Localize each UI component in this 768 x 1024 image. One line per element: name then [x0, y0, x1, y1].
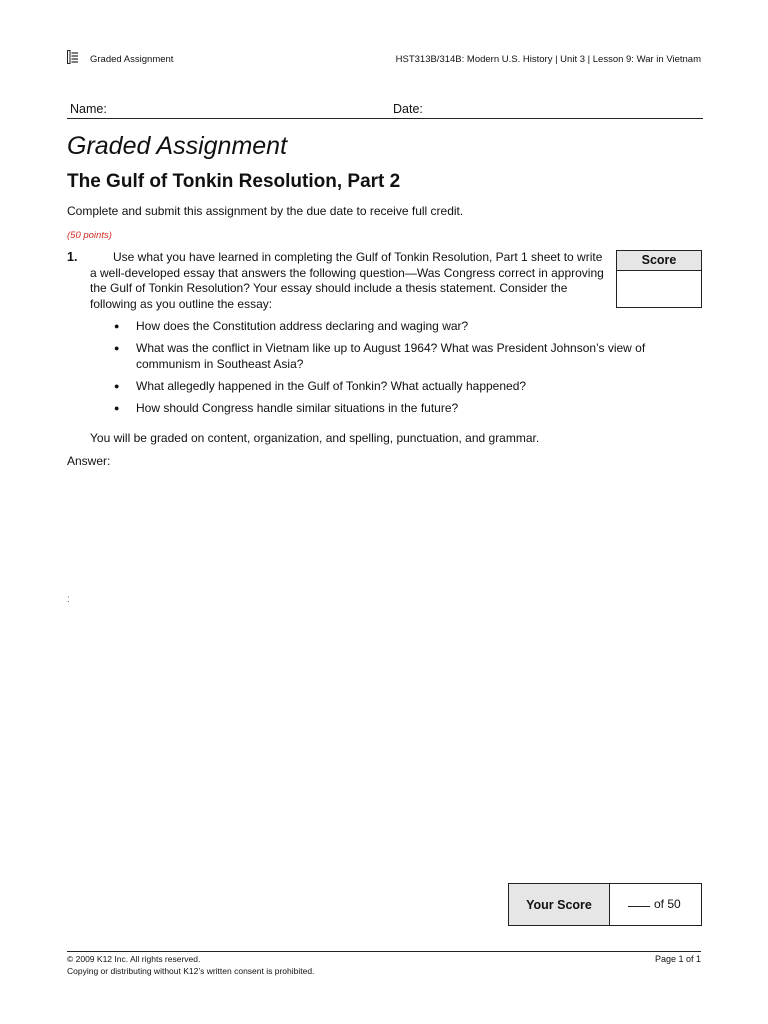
copyright-notice: Copying or distributing without K12’s written consent is prohibited.	[67, 966, 315, 976]
footer-divider	[67, 951, 701, 952]
name-label: Name:	[70, 102, 107, 116]
header-course: HST313B/314B: Modern U.S. History | Unit 3 | Lesson 9: War in Vietnam	[395, 54, 701, 65]
list-item	[112, 379, 672, 395]
intro-text: Complete and submit this assignment by the due date to receive full credit.	[67, 204, 464, 218]
points-note: (50 points)	[67, 230, 112, 241]
list-item	[112, 401, 672, 417]
name-date-row	[67, 100, 703, 119]
score-total: of 50	[654, 897, 681, 911]
bullet-text: What allegedly happened in the Gulf of Tonkin? What actually happened?	[136, 378, 527, 393]
bullet-icon: ●	[114, 321, 120, 331]
answer-mark: :	[67, 594, 70, 605]
date-label: Date:	[393, 102, 423, 116]
document-list-icon	[67, 50, 79, 64]
list-item	[112, 319, 672, 335]
bullet-icon: ●	[114, 380, 120, 391]
question-number: 1.	[67, 250, 78, 264]
bullet-icon: ●	[114, 402, 120, 413]
header-label: Graded Assignment	[90, 54, 174, 65]
page-number: Page 1 of 1	[654, 954, 701, 964]
list-item	[112, 341, 672, 372]
score-label: Score	[617, 251, 701, 271]
answer-label: Answer:	[67, 454, 111, 468]
copyright-text: © 2009 K12 Inc. All rights reserved.	[67, 954, 201, 964]
bullet-text: How does the Constitution address declaring and waging war?	[136, 319, 469, 333]
your-score-value	[610, 884, 701, 925]
bullet-text: How should Congress handle similar situations in the future?	[136, 400, 459, 415]
your-score-box	[508, 883, 702, 926]
question-bullets	[112, 319, 672, 423]
your-score-label: Your Score	[509, 884, 610, 925]
page-subtitle: The Gulf of Tonkin Resolution, Part 2	[67, 171, 401, 192]
bullet-icon: ●	[114, 343, 120, 353]
score-box	[616, 250, 702, 308]
page-title: Graded Assignment	[67, 132, 288, 160]
question-text: Use what you have learned in completing the Gulf of Tonkin Resolution, Part 1 sheet to write a well-developed essay that answers the following question—Was Congress correct in approving the Gulf of Tonkin Resolution? Your essay should include a thesis statement. Consider the following as you outline the essay:	[90, 250, 604, 311]
score-blank	[628, 906, 650, 907]
grading-note: You will be graded on content, organization, and spelling, punctuation, and grammar.	[90, 431, 540, 445]
bullet-text: What was the conflict in Vietnam like up to August 1964? What was President Johnson’s view of communism in Southeast Asia?	[136, 341, 646, 371]
